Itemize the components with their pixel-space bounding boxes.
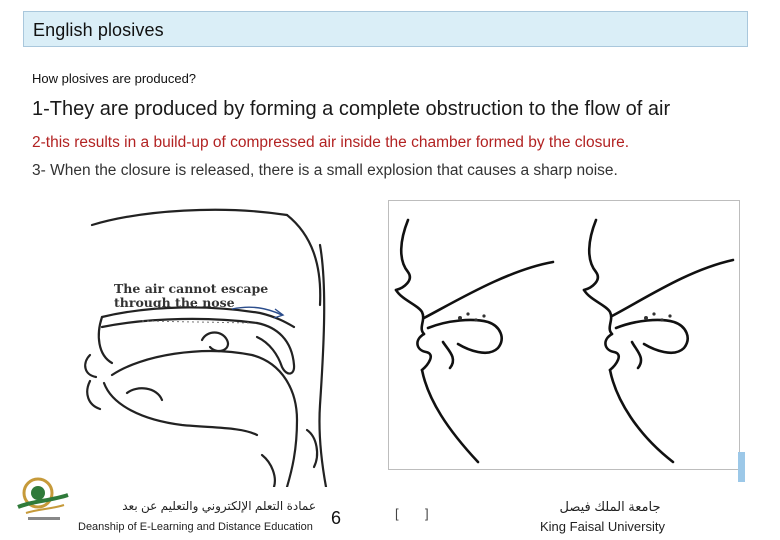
deanship-name-arabic: عمادة التعلم الإلكتروني والتعليم عن بعد [122, 499, 316, 513]
vocal-tract-diagram [82, 205, 340, 487]
figure-caption-line2: through the nose [114, 295, 235, 310]
bullet-point-1: 1-They are produced by forming a complete obstruction to the flow of air [32, 98, 671, 120]
deanship-name-english: Deanship of E-Learning and Distance Education [78, 521, 313, 533]
bracket-right: ] [425, 506, 429, 521]
lip-closure-profiles [388, 200, 742, 472]
slide-subheading: How plosives are produced? [32, 71, 197, 86]
slide-title-box [23, 11, 748, 47]
bullet-point-2: 2-this results in a build-up of compressed air inside the chamber formed by the closure. [32, 134, 630, 151]
bullet-point-3: 3- When the closure is released, there is a small explosion that causes a sharp noise. [32, 162, 618, 179]
deanship-logo-icon [14, 467, 72, 525]
slide-title: English plosives [33, 20, 164, 40]
figure-caption-line1: The air cannot escape [114, 281, 269, 296]
university-name-arabic: جامعة الملك فيصل [559, 499, 661, 514]
bracket-left: [ [395, 506, 399, 521]
university-name-english: King Faisal University [540, 519, 665, 534]
page-number: 6 [331, 508, 342, 528]
